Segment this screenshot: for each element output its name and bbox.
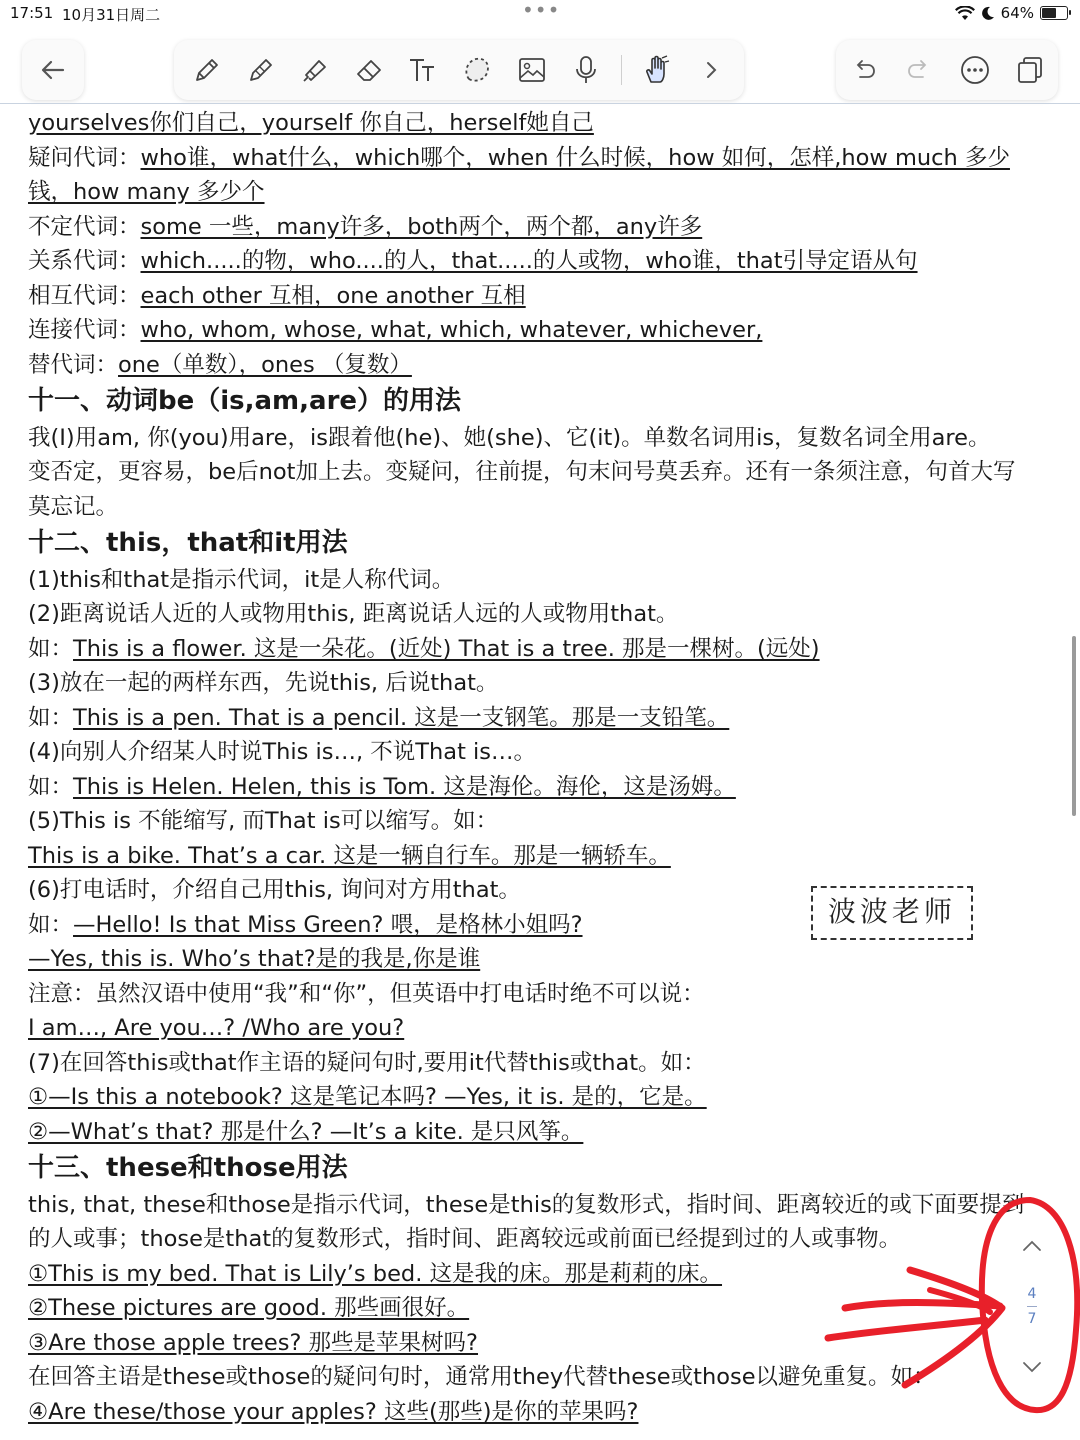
line-text: (7)在回答this或that作主语的疑问句时,要用it代替this或that。如： [28,1049,706,1076]
text-tool[interactable] [404,51,442,89]
line-text: (1)this和that是指示代词，it是人称代词。 [28,566,455,593]
status-bar [0,0,1080,28]
text-line [28,1188,1058,1223]
chevron-right-icon [695,54,727,86]
text-line [28,1222,1058,1257]
text-line [28,455,1058,490]
text-line [28,421,1058,456]
line-text: 十一、动词be（is,am,are）的用法 [28,386,462,416]
text-line [28,348,1058,383]
text-line [28,666,1058,701]
text-line [28,1011,1058,1046]
line-text: 我(I)用am, 你(you)用are，is跟着他(he)、她(she)、它(it)。单数名词用is，复数名词全用are。 [28,424,991,451]
underlined-text: ①This is my bed. That is Lily’s bed. 这是我的床。那是莉莉的床。 [28,1260,723,1287]
underlined-text: ①—Is this a notebook? 这是笔记本吗? —Yes, it is. 是的，它是。 [28,1084,707,1110]
toolbar-divider [0,103,1080,104]
chevron-up-icon [1022,1240,1042,1252]
text-line [28,632,1058,667]
underlined-text: This is a bike. That’s a car. 这是一辆自行车。那是一辆轿车。 [28,842,671,869]
redo-button[interactable] [900,51,938,89]
line-text: this, that, these和those是指示代词，these是this的复数形式，指时间、距离较近的或下面要提到 [28,1191,1025,1218]
text-line [28,141,1058,176]
text-line [28,490,1058,525]
touch-draw-tool[interactable] [638,51,676,89]
battery-icon [1040,6,1068,20]
line-text: 注意：虽然汉语中使用“我”和“你”，但英语中打电话时绝不可以说： [28,980,705,1007]
wifi-icon [955,6,975,21]
line-text: 在回答主语是these或those的疑问句时，通常用they代替these或those以避免重复。如： [28,1364,936,1390]
highlighter-icon [299,54,331,86]
current-page-number: 4 [1027,1286,1037,1302]
underlined-text: who, whom, whose, what, which, whatever, whichever, [140,317,763,343]
section-heading [28,382,1058,421]
line-text: 十三、these和those用法 [28,1153,348,1183]
text-line [28,1326,1058,1361]
underlined-text: —Hello! Is that Miss Green? 喂，是格林小姐吗? [73,911,583,938]
status-right [955,4,1068,22]
line-text: 如： [28,911,74,938]
text-icon [407,54,439,86]
line-text: 疑问代词： [28,144,141,171]
chevron-down-icon [1022,1361,1042,1373]
underlined-text: —Yes, this is. Who’s that?是的我是,你是谁 [28,946,481,972]
text-line [28,175,1058,210]
next-page-button[interactable] [1006,1347,1058,1387]
moon-icon [981,6,995,21]
text-line [28,770,1058,805]
underlined-text: yourselves你们自己，yourself 你自己，herself她自己 [28,110,594,136]
underlined-text: 钱，how many 多少个 [28,179,265,205]
microphone-tool[interactable] [567,51,605,89]
text-line [28,839,1058,874]
tool-palette [174,40,744,100]
text-line [28,563,1058,598]
underlined-text: ③Are those apple trees? 那些是苹果树吗? [28,1329,479,1356]
line-text: 如： [28,704,74,731]
line-text: 关系代词： [28,248,141,274]
text-line [28,313,1058,348]
more-tools-button[interactable] [692,51,730,89]
status-time: 17:51 [10,4,54,22]
underlined-text: ②These pictures are good. 那些画很好。 [28,1295,470,1321]
underlined-text: I am…, Are you…? /Who are you? [28,1015,405,1041]
line-text: (5)This is 不能缩写, 而That is可以缩写。如： [28,808,499,834]
lasso-tool[interactable] [458,51,496,89]
toolbar-separator [621,55,622,85]
text-line [28,244,1058,279]
line-text: 十二、this，that和it用法 [28,528,348,558]
underlined-text: some 一些，many许多，both两个，两个都，any许多 [140,213,703,240]
line-text: 如： [28,773,74,800]
line-text: 的人或事；those是that的复数形式，指时间、距离较远或前面已经提到过的人或事物。 [28,1226,902,1252]
eraser-icon [353,54,385,86]
status-date: 10月31日周二 [62,6,161,24]
scrollbar[interactable] [1072,636,1076,816]
underlined-text: which.....的物，who....的人，that.....的人或物，who谁，that引导定语从句 [140,248,918,274]
pencil-icon [245,54,277,86]
section-heading [28,1149,1058,1188]
pen-tool[interactable] [188,51,226,89]
line-text: 变否定，更容易，be后not加上去。变疑问，往前提，句末问号莫丢弃。还有一条须注意，句首大写 [28,459,1016,485]
pages-icon [1014,54,1046,86]
text-line [28,804,1058,839]
text-line [28,977,1058,1012]
underlined-text: This is a pen. That is a pencil. 这是一支钢笔。那是一支铅笔。 [73,704,730,731]
underlined-text: one（单数），ones （复数） [118,351,412,378]
line-text: 替代词： [28,351,119,378]
line-text: (2)距离说话人近的人或物用this, 距离说话人远的人或物用that。 [28,601,679,627]
highlighter-tool[interactable] [296,51,334,89]
arrow-left-icon [38,55,68,85]
underlined-text: This is Helen. Helen, this is Tom. 这是海伦。海伦，这是汤姆。 [73,773,736,800]
undo-button[interactable] [845,51,883,89]
text-line [28,1115,1058,1150]
text-line [28,1291,1058,1326]
microphone-icon [570,54,602,86]
pen-icon [191,54,223,86]
underlined-text: who谁，what什么，which哪个，when 什么时候，how 如何，怎样,how much 多少 [140,144,1010,171]
text-line [28,1360,1058,1395]
section-heading [28,524,1058,563]
line-text: 相互代词： [28,282,141,309]
text-line [28,1395,1058,1430]
underlined-text: This is a flower. 这是一朵花。(近处) That is a tree. 那是一棵树。(远处) [73,635,820,662]
text-line [28,597,1058,632]
pages-button[interactable] [1011,51,1049,89]
text-line [28,279,1058,314]
back-button[interactable] [22,40,84,100]
page-navigator [1006,1226,1058,1406]
line-text: 如： [28,635,74,662]
line-text: 不定代词： [28,213,141,240]
line-text: (4)向别人介绍某人时说This is…, 不说That is…。 [28,739,537,765]
more-icon [959,54,991,86]
touch-hand-icon [641,54,673,86]
text-line [28,106,1058,141]
underlined-text: ②—What’s that? 那是什么? —It’s a kite. 是只风筝。 [28,1118,584,1145]
line-text: 连接代词： [28,317,141,343]
text-line [28,735,1058,770]
multitasking-dots[interactable]: ••• [522,0,561,22]
line-text: (6)打电话时，介绍自己用this, 询问对方用that。 [28,877,521,903]
total-page-number: 7 [1027,1311,1037,1327]
image-icon [516,54,548,86]
previous-page-button[interactable] [1006,1226,1058,1266]
battery-percent: 64% [1000,4,1034,22]
text-line [28,701,1058,736]
image-tool[interactable] [513,51,551,89]
text-line [28,210,1058,245]
action-group [836,40,1058,100]
note-page-content[interactable] [28,106,1058,1429]
text-line [28,1257,1058,1292]
page-number-divider [1027,1306,1037,1307]
text-line [28,1080,1058,1115]
text-line [28,942,1058,977]
line-text: (3)放在一起的两样东西，先说this, 后说that。 [28,670,499,696]
underlined-text: ④Are these/those your apples? 这些(那些)是你的苹果吗? [28,1398,639,1425]
underlined-text: each other 互相，one another 互相 [140,282,526,309]
line-text: 莫忘记。 [28,493,119,520]
teacher-stamp: 波波老师 [811,886,973,940]
eraser-tool[interactable] [350,51,388,89]
text-line [28,1046,1058,1081]
redo-icon [903,54,935,86]
undo-icon [848,54,880,86]
more-button[interactable] [956,51,994,89]
pencil-tool[interactable] [242,51,280,89]
lasso-icon [461,54,493,86]
